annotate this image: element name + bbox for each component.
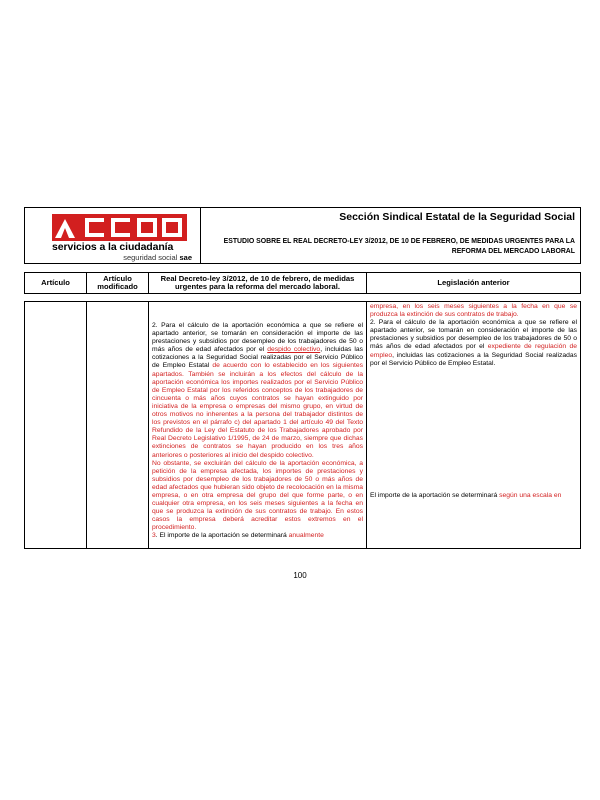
document-header <box>24 207 581 264</box>
rd-text: 2. Para el cálculo de la aportación económica a que se refiere el apartado anterior, se tomarán en consideración el importe de las prestaciones y subsidios por desempleo de los trabajadores de 50 o más años de edad afectados por el despido colectivo, incluidas las cotizaciones a la Seguridad Social realizadas por el Servicio Público de Empleo Estatal de acuerdo con lo establecido en los siguientes apartados. También se incluirán a los efectos del cálculo de la aportación económica los importes realizados por el Servicio Público de Empleo Estatal por los referidos conceptos de los trabajadores de cincuenta o más años cuyos contratos se hayan extinguido por iniciativa de la empresa o empresas del mismo grupo, en virtud de otros motivos no inherentes a la persona del trabajador distintos de los previstos en el párrafo c) del apartado 1 del artículo 49 del Texto Refundido de la Ley del Estatuto de los Trabajadores aprobado por Real Decreto Legislativo 1/1995, de 24 de marzo, siempre que dichas extinciones de contratos se hayan producido en los tres años anteriores o posteriores al inicio del despido colectivo. No obstante, se excluirán del cálculo de la aportación económica, a petición de la empresa afectada, los importes de prestaciones y subsidios por desempleo de los trabajadores de 50 o más años de edad afectados que hubieran sido objeto de recolocación en la misma empresa, o en otra empresa del grupo del que forme parte, o en cualquier otra empresa, en los seis meses siguientes a la fecha en que se produzca la extinción de sus contratos de trabajo. En estos casos la empresa deberá acreditar estos extremos en el procedimiento. 3. El importe de la aportación se determinará anualmente <box>152 322 363 540</box>
col-header-articulo-modificado: Artículo modificado <box>87 273 149 293</box>
table-header <box>24 272 581 294</box>
ccoo-logo-icon <box>52 214 187 241</box>
ccoo-logo <box>25 208 201 263</box>
logo-subtagline: seguridad social sae <box>123 253 192 262</box>
cell-articulo-modificado <box>87 302 149 548</box>
cell-articulo <box>25 302 87 548</box>
col-header-articulo: Artículo <box>25 273 87 293</box>
cell-real-decreto <box>149 302 367 548</box>
col-header-real-decreto: Real Decreto-ley 3/2012, de 10 de febrero, de medidas urgentes para la reforma del mercado laboral. <box>149 273 367 293</box>
section-title: Sección Sindical Estatal de la Seguridad Social <box>339 211 575 223</box>
col-header-legislacion-anterior: Legislación anterior <box>437 277 510 287</box>
page-number: 100 <box>293 571 307 580</box>
table-body <box>24 301 581 549</box>
study-subtitle: ESTUDIO SOBRE EL REAL DECRETO-LEY 3/2012, DE 10 DE FEBRERO, DE MEDIDAS URGENTES PARA LA REFORMA DEL MERCADO LABORAL <box>223 238 575 255</box>
cell-legislacion-anterior <box>367 302 580 548</box>
prev-text: empresa, en los seis meses siguientes a la fecha en que se produzca la extinción de sus contratos de trabajo. 2. Para el cálculo de la aportación económica a que se refiere el apartado anterior, se tomarán en consideración el importe de las prestaciones y subsidios por desempleo de los trabajadores de 50 o más años de edad afectados por el expediente de regulación de empleo, incluidas las cotizaciones a la Seguridad Social realizadas por el Servicio Público de Empleo Estatal. El importe de la aportación se determinará según una escala en <box>370 303 577 499</box>
logo-tagline: servicios a la ciudadanía <box>52 241 174 253</box>
